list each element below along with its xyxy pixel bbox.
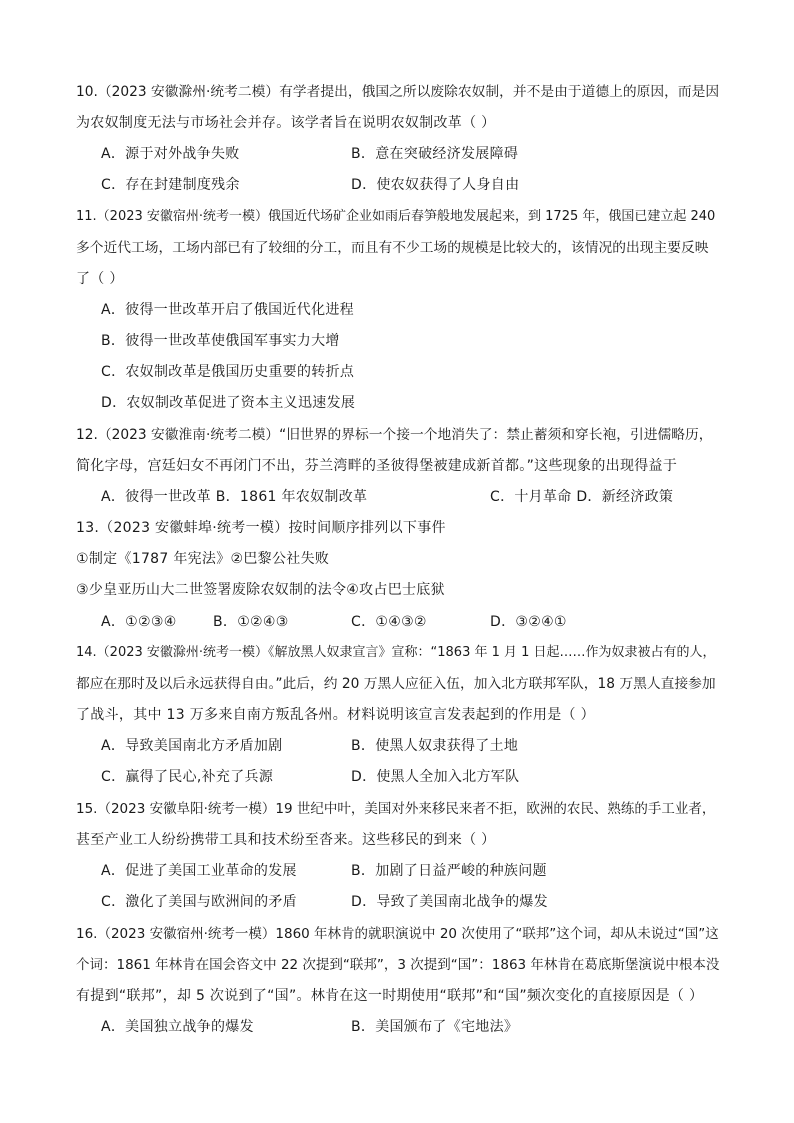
q11-option-a: A．彼得一世改革开启了俄国近代化进程: [101, 302, 354, 318]
q15-option-c: C．激化了美国与欧洲间的矛盾: [101, 894, 297, 910]
q12-options-ab: A．彼得一世改革 B．1861 年农奴制改革: [101, 489, 368, 505]
q10-stem-line1: 10.（2023 安徽滁州·统考二模）有学者提出，俄国之所以废除农奴制，并不是由于道德上的原因，而是因: [76, 84, 720, 100]
q11-option-d: D．农奴制改革促进了资本主义迅速发展: [101, 395, 356, 411]
q10-stem-line2: 为农奴制度无法与市场社会并存。该学者旨在说明农奴制改革（ ）: [76, 115, 496, 131]
q13-option-a: A．①②③④: [101, 614, 177, 630]
q16-option-a: A．美国独立战争的爆发: [101, 1019, 254, 1035]
q15-stem-line1: 15.（2023 安徽阜阳·统考一模）19 世纪中叶，美国对外来移民来者不拒，欧洲的农民、熟练的手工业者，: [76, 801, 716, 817]
q11-stem-line3: 了（ ）: [76, 271, 124, 287]
q14-stem-line3: 了战斗，其中 13 万多来自南方叛乱各州。材料说明该宣言发表起到的作用是（ ）: [76, 707, 595, 723]
q10-option-a: A．源于对外战争失败: [101, 146, 240, 162]
q13-stem-line3: ③少皇亚历山大二世签署废除农奴制的法令④攻占巴士底狱: [76, 582, 445, 598]
q12-stem-line1: 12.（2023 安徽淮南·统考二模）“旧世界的界标一个接一个地消失了：禁止蓄须和穿长袍，引进儒略历，: [76, 427, 713, 443]
q13-option-c: C．①④③②: [351, 614, 427, 630]
q11-option-b: B．彼得一世改革使俄国军事实力大增: [101, 333, 340, 349]
q14-option-a: A．导致美国南北方矛盾加剧: [101, 738, 283, 754]
q14-option-d: D．使黑人全加入北方军队: [351, 769, 520, 785]
q14-option-b: B．使黑人奴隶获得了土地: [351, 738, 519, 754]
q16-stem-line2: 个词：1861 年林肯在国会咨文中 22 次提到“联邦”，3 次提到“国”：1863 年林肯在葛底斯堡演说中根本没: [76, 957, 720, 973]
q16-stem-line3: 有提到“联邦”，却 5 次说到了“国”。林肯在这一时期使用“联邦”和“国”频次变化的直接原因是（ ）: [76, 988, 704, 1004]
q14-option-c: C．赢得了民心,补充了兵源: [101, 769, 274, 785]
q13-option-b: B．①②④③: [213, 614, 289, 630]
q15-option-a: A．促进了美国工业革命的发展: [101, 863, 297, 879]
q15-stem-line2: 甚至产业工人纷纷携带工具和技术纷至沓来。这些移民的到来（ ）: [76, 832, 496, 848]
q13-option-d: D．③②④①: [490, 614, 567, 630]
q13-stem-line2: ①制定《1787 年宪法》②巴黎公社失败: [76, 551, 330, 567]
q11-stem-line2: 多个近代工场，工场内部已有了较细的分工，而且有不少工场的规模是比较大的，该情况的出现主要反映: [76, 240, 709, 256]
q12-stem-line2: 简化字母，宫廷妇女不再闭门不出，芬兰湾畔的圣彼得堡被建成新首都。”这些现象的出现得益于: [76, 458, 678, 474]
q12-options-cd: C．十月革命 D．新经济政策: [490, 489, 674, 505]
q13-stem-line1: 13.（2023 安徽蚌埠·统考一模）按时间顺序排列以下事件: [76, 520, 446, 536]
q15-option-d: D．导致了美国南北战争的爆发: [351, 894, 548, 910]
q10-option-d: D．使农奴获得了人身自由: [351, 177, 520, 193]
q14-stem-line1: 14.（2023 安徽滁州·统考一模）《解放黑人奴隶宣言》宣称：“1863 年 1 月 1 日起……作为奴隶被占有的人，: [76, 645, 716, 660]
q15-option-b: B．加剧了日益严峻的种族问题: [351, 863, 547, 879]
q11-option-c: C．农奴制改革是俄国历史重要的转折点: [101, 364, 355, 380]
q16-option-b: B．美国颁布了《宅地法》: [351, 1019, 519, 1035]
q16-stem-line1: 16.（2023 安徽宿州·统考一模）1860 年林肯的就职演说中 20 次使用了“联邦”这个词，却从未说过“国”这: [76, 926, 719, 942]
q11-stem-line1: 11.（2023 安徽宿州·统考一模）俄国近代场矿企业如雨后春笋般地发展起来，到 1725 年，俄国已建立起 240: [76, 209, 716, 224]
q10-option-b: B．意在突破经济发展障碍: [351, 146, 519, 162]
q14-stem-line2: 都应在那时及以后永远获得自由。”此后，约 20 万黑人应征入伍，加入北方联邦军队，18 万黑人直接参加: [76, 676, 716, 692]
q10-option-c: C．存在封建制度残余: [101, 177, 240, 193]
